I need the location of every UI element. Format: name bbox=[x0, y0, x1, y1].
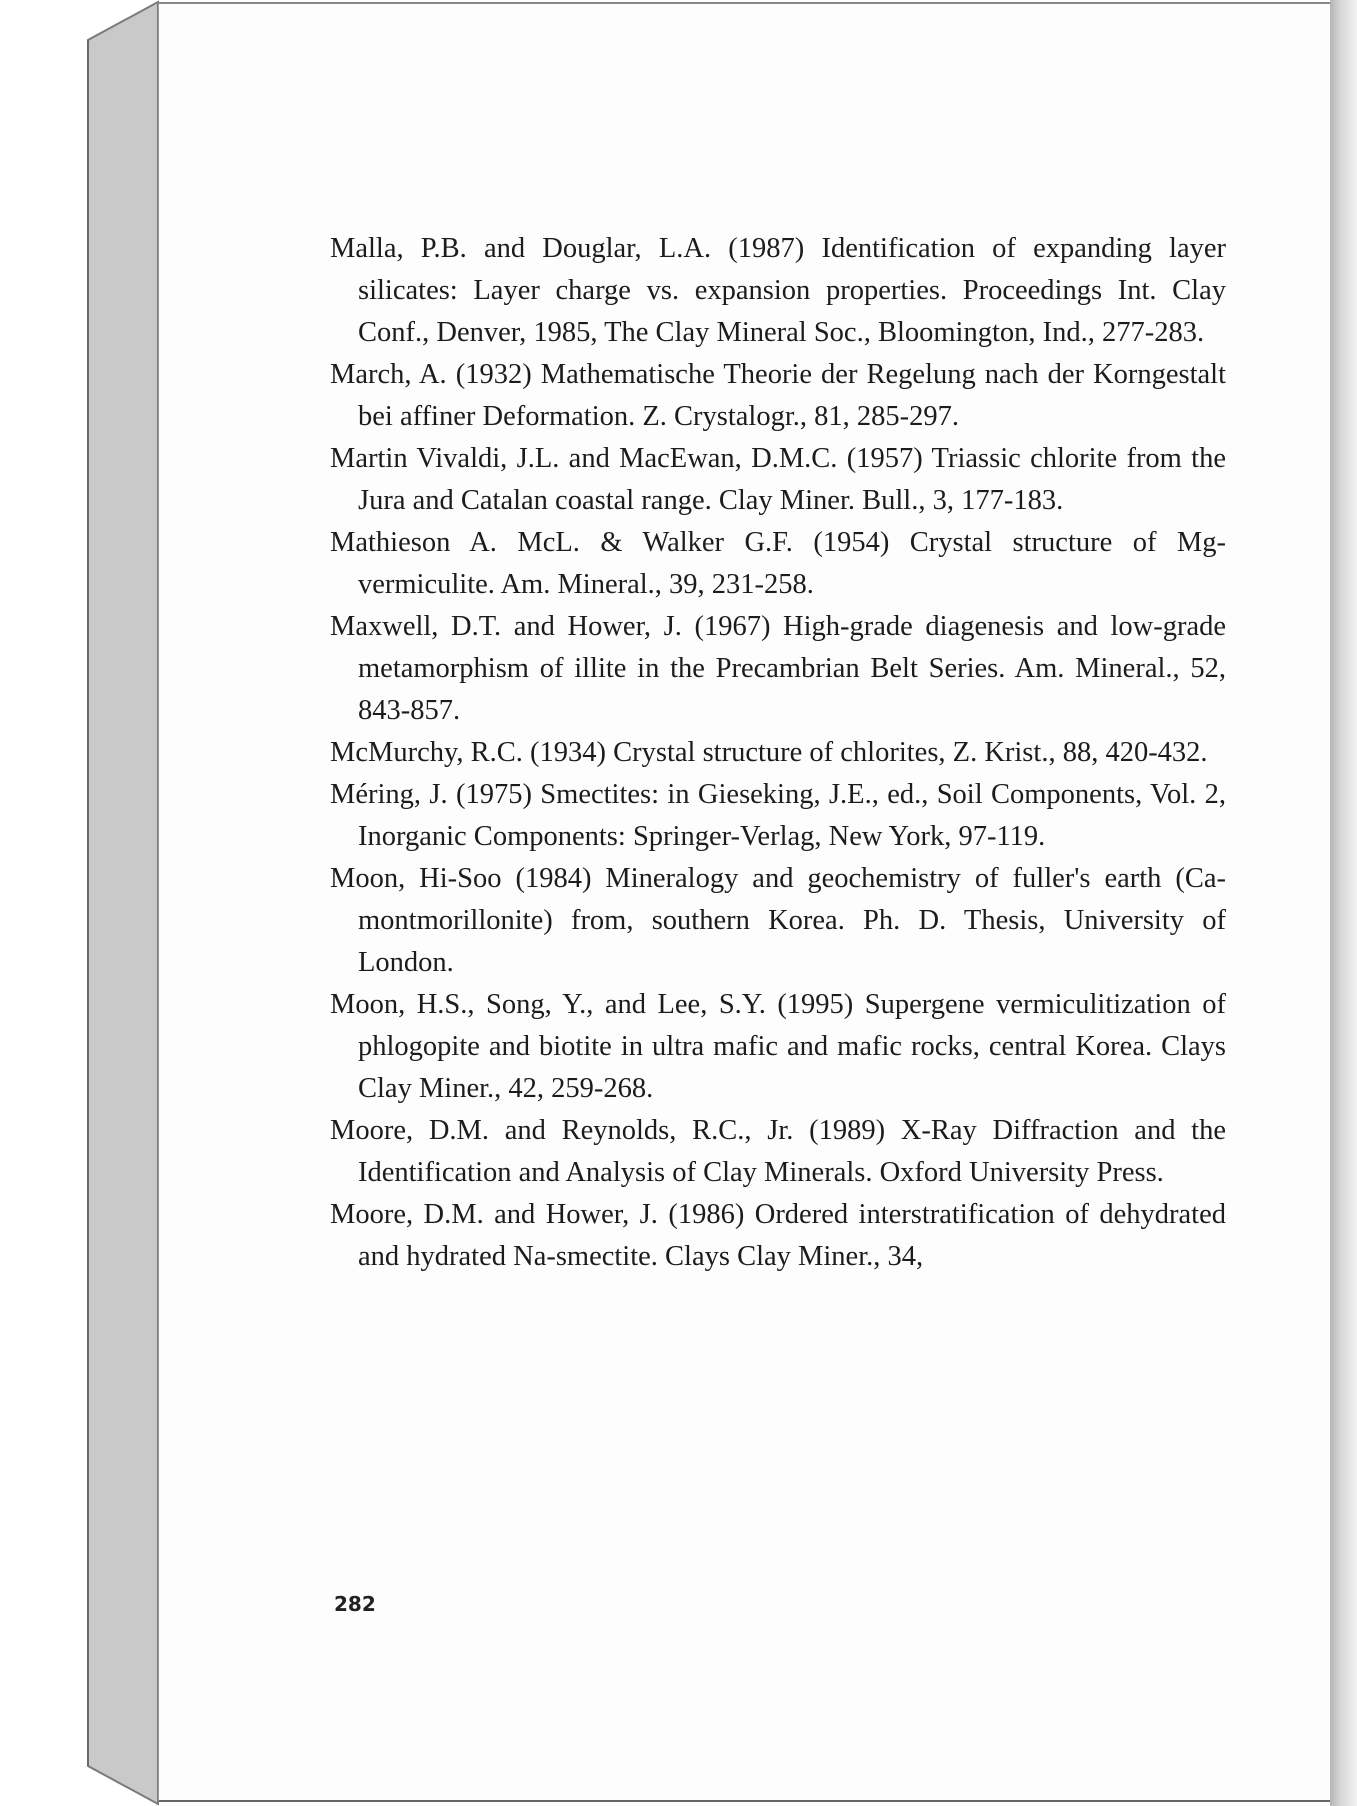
reference-list bbox=[330, 228, 1226, 1278]
reference-entry: Moon, Hi-Soo (1984) Mineralogy and geochemistry of fuller's earth (Ca-montmorillonite) from, southern Korea. Ph. D. Thesis, University of London. bbox=[330, 863, 1226, 978]
page-number: 282 bbox=[334, 1592, 376, 1616]
reference-entry: Malla, P.B. and Douglar, L.A. (1987) Identification of expanding layer silicates: Layer charge vs. expansion properties. Proceedings Int. Clay Conf., Denver, 1985, The Clay Mineral Soc., Bloomington, Ind., 277-283. bbox=[330, 233, 1226, 348]
reference-entry: Moore, D.M. and Reynolds, R.C., Jr. (1989) X-Ray Diffraction and the Identification and Analysis of Clay Minerals. Oxford University Press. bbox=[330, 1115, 1226, 1188]
reference-entry: McMurchy, R.C. (1934) Crystal structure of chlorites, Z. Krist., 88, 420-432. bbox=[330, 737, 1208, 768]
reference-entry: March, A. (1932) Mathematische Theorie der Regelung nach der Korngestalt bei affiner Deformation. Z. Crystalogr., 81, 285-297. bbox=[330, 359, 1226, 432]
reference-entry: Mathieson A. McL. & Walker G.F. (1954) Crystal structure of Mg-vermiculite. Am. Mineral., 39, 231-258. bbox=[330, 527, 1226, 600]
reference-entry: Maxwell, D.T. and Hower, J. (1967) High-grade diagenesis and low-grade metamorphism of illite in the Precambrian Belt Series. Am. Mineral., 52, 843-857. bbox=[330, 611, 1226, 726]
reference-entry: Méring, J. (1975) Smectites: in Gieseking, J.E., ed., Soil Components, Vol. 2, Inorganic Components: Springer-Verlag, New York, 97-119. bbox=[330, 779, 1226, 852]
reference-entry: Martin Vivaldi, J.L. and MacEwan, D.M.C. (1957) Triassic chlorite from the Jura and Catalan coastal range. Clay Miner. Bull., 3, 177-183. bbox=[330, 443, 1226, 516]
page-edge-shadow bbox=[1330, 0, 1357, 1806]
reference-entry: Moore, D.M. and Hower, J. (1986) Ordered interstratification of dehydrated and hydrated Na-smectite. Clays Clay Miner., 34, bbox=[330, 1199, 1226, 1272]
reference-entry: Moon, H.S., Song, Y., and Lee, S.Y. (1995) Supergene vermiculitization of phlogopite and biotite in ultra mafic and mafic rocks, central Korea. Clays Clay Miner., 42, 259-268. bbox=[330, 989, 1226, 1104]
